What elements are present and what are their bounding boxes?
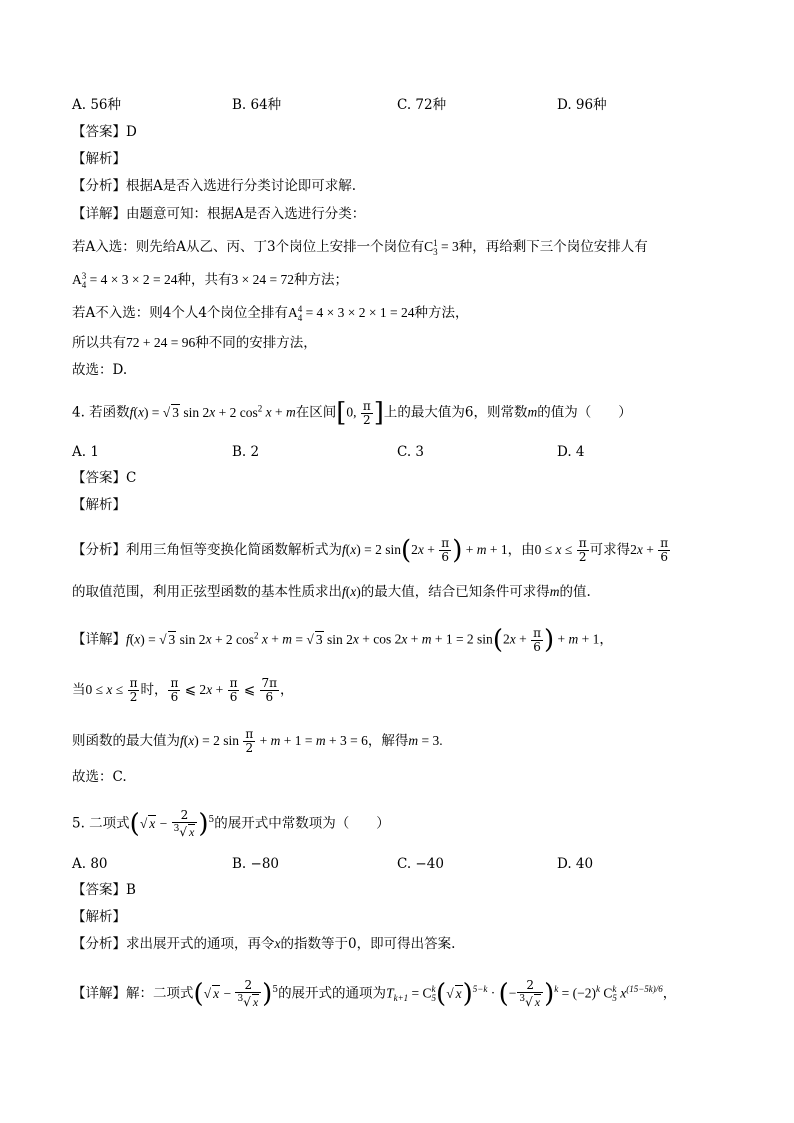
formula-fx: f — [129, 404, 134, 420]
formula-sum: 72 + 24 = 96 — [126, 335, 196, 350]
q4-xiangjie-line: 【详解】f(x) = √ 3 sin 2x + 2 $\cos^2 x + m$ = √ 3 sin 2x + cos 2x + m + 1 = 2 sin(2x + $\frac{\pi}{6}$ ) + m + 1， — [72, 625, 613, 655]
text: 4. 若函数 — [72, 404, 130, 421]
text: 若A不入选：则4个人4个岗位全排有 — [72, 305, 288, 321]
text: 的展开式的通项为 — [278, 985, 387, 1002]
text: 所以共有 — [72, 335, 126, 351]
q5-analysis-heading: 【解析】 — [72, 909, 126, 925]
q4-choose: 故选：C. — [72, 769, 127, 785]
q4-option-b: B. 2 — [232, 444, 260, 460]
text: 若A入选：则先给A从乙、丙、丁3个岗位上安排一个岗位有 — [72, 239, 425, 255]
text: ，解得 — [367, 733, 409, 749]
q4-fenxi-line1: 【分析】利用三角恒等变换化简函数解析式为f(x) = 2 sin(2x + $\frac{\pi}{6}$ ) + m + 1，由0 ≤ x ≤ $\frac{\pi}{2}$ 可求得2x + $\frac{\pi}{6}$ — [72, 535, 669, 566]
formula-3x24: 3 × 24 = 72 — [231, 272, 294, 287]
q4-max-line: 则函数的最大值为f(x) = 2 sin $\frac{\pi}{2}$ + m + 1 = m + 3 = 6，解得m = 3. — [72, 727, 443, 755]
formula-a44: A4 4 = 4 × 3 × 2 × 1 = 24 — [287, 303, 415, 323]
fenxi-label: 【分析】 — [72, 936, 126, 952]
text: 的最大值，结合已知条件可求得 — [360, 584, 550, 600]
formula-c31: C1 3 = 3 — [424, 237, 459, 257]
text: 时， — [140, 682, 168, 698]
xiangjie-label: 【详解】 — [72, 206, 126, 222]
fenxi-label: 【分析】 — [72, 542, 126, 558]
q3-case-b-line — [72, 303, 469, 323]
text: 在区间 — [295, 404, 337, 421]
q4-analysis-heading: 【解析】 — [72, 497, 126, 513]
text: 利用三角恒等变换化简函数解析式为 — [126, 542, 342, 558]
xiangjie-label: 【详解】 — [72, 631, 126, 648]
q3-case-a-line2 — [72, 270, 348, 290]
text: ，由 — [507, 542, 535, 558]
fenxi-label: 【分析】 — [72, 178, 126, 194]
q5-option-c: C. −40 — [397, 856, 444, 872]
q5-xiangjie-line: 【详解】解：二项式(√ x − $\frac{2}{^3√ x}$ )$^5$的展开式的通项为$T_{k+1} = Ck$ 5(√ x)$^{5-k}$ · (− $\frac{2}{^3√ x}$ )$^k = (-2)^k$ Ck 5 $x^{(15-5k)/6}$， — [72, 978, 677, 1009]
q3-analysis-heading: 【解析】 — [72, 151, 126, 167]
q3-choose: 故选：D. — [72, 362, 128, 378]
q5-fenxi: 【分析】求出展开式的通项，再令x的指数等于0，即可得出答案. — [72, 936, 456, 952]
text: 的值. — [559, 584, 591, 600]
q4-range-line: 当0 ≤ x ≤ $\frac{\pi}{2}$ 时， $\frac{\pi}{6}$ ⩽ 2x + $\frac{\pi}{6}$ ⩽ $\frac{7\pi}{6}$ ， — [72, 676, 294, 704]
q3-case-a-line — [72, 237, 648, 257]
text: 解：二项式 — [126, 985, 194, 1002]
xiangjie-text: 由题意可知：根据A是否入选进行分类： — [126, 206, 366, 222]
q5-option-d: D. 40 — [557, 856, 594, 872]
q3-fenxi — [72, 176, 356, 196]
text: 种方法； — [293, 272, 348, 288]
text: 求出展开式的通项，再令 — [126, 936, 275, 952]
text: 的指数等于0，即可得出答案. — [280, 936, 456, 952]
q3-answer: 【答案】D — [72, 124, 137, 140]
xiangjie-label: 【详解】 — [72, 985, 126, 1002]
q4-answer: 【答案】C — [72, 470, 137, 486]
q3-xiangjie — [72, 204, 365, 224]
q5-option-a: A. 80 — [72, 856, 108, 872]
q4-option-a: A. 1 — [72, 444, 99, 460]
fenxi-text: 根据A是否入选进行分类讨论即可求解. — [126, 178, 357, 194]
formula-pi-over-2: $\frac{\pi}{2}$ — [362, 398, 371, 427]
q5-option-b: B. −80 — [232, 856, 279, 872]
text: 的取值范围，利用正弦型函数的基本性质求出 — [72, 584, 342, 600]
formula-a43: A3 4 = 4 × 3 × 2 = 24 — [72, 270, 178, 290]
text: 上的最大值为6，则常数 — [383, 404, 528, 421]
q3-option-c: C. 72种 — [397, 97, 447, 113]
text: 可求得 — [589, 542, 631, 558]
text: 种，共有 — [177, 272, 232, 288]
q5-answer: 【答案】B — [72, 882, 136, 898]
q3-total-line — [72, 333, 317, 353]
text: 种不同的安排方法， — [195, 335, 317, 351]
q4-option-c: C. 3 — [397, 444, 425, 460]
q4-fenxi-line2: 的取值范围，利用正弦型函数的基本性质求出f(x)的最大值，结合已知条件可求得m的值. — [72, 584, 591, 600]
q4-option-d: D. 4 — [557, 444, 585, 460]
text: 5. 二项式 — [72, 815, 130, 832]
q3-option-b: B. 64种 — [232, 97, 282, 113]
text: 种，再给剩下三个岗位安排人有 — [458, 239, 648, 255]
text: 当 — [72, 682, 86, 698]
text: 种方法， — [414, 305, 469, 321]
q3-option-d: D. 96种 — [557, 97, 607, 113]
q3-option-a: A. 56种 — [72, 97, 122, 113]
text: 的值为（ ） — [537, 404, 632, 421]
q4-stem: 4. 若函数f(x) = √ 3 sin 2x + 2 $\cos^2 x + m$在区间[0, $\frac{\pi}{2}$ ]上的最大值为6，则常数m的值为（ ） — [72, 398, 632, 428]
q5-stem: 5. 二项式(√ x − $\frac{2}{^3√ x}$ )$^5$的展开式中常数项为（ ） — [72, 808, 390, 839]
text: 的展开式中常数项为（ ） — [214, 815, 390, 832]
text: 则函数的最大值为 — [72, 733, 180, 749]
